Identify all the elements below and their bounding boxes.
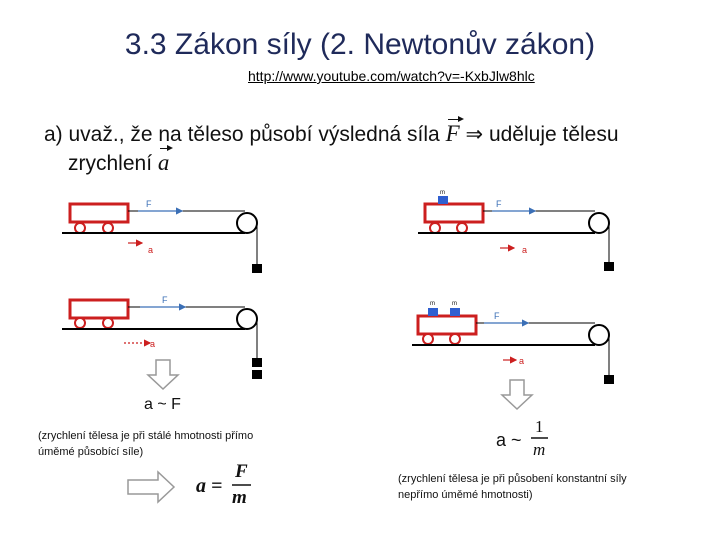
- force-label: F: [494, 311, 500, 321]
- mass-block: [438, 196, 448, 204]
- cart: [425, 204, 483, 222]
- force-vector-symbol: F: [445, 121, 460, 146]
- down-arrow-icon: [502, 380, 532, 409]
- force-label: F: [496, 199, 502, 209]
- weight: [252, 370, 262, 379]
- cart-wheel: [75, 223, 85, 233]
- cart: [70, 204, 128, 222]
- pulley: [237, 309, 257, 329]
- slide-title: 3.3 Zákon síly (2. Newtonův zákon): [124, 28, 596, 61]
- right-note-line-1: (zrychlení tělesa je při působení konstantní síly: [398, 473, 627, 485]
- pulley: [589, 325, 609, 345]
- force-label: F: [162, 295, 168, 305]
- right-note: [398, 471, 698, 503]
- accel-label: a: [522, 245, 528, 255]
- cart-wheel: [423, 334, 433, 344]
- weight: [252, 358, 262, 367]
- mass-label: m: [430, 301, 435, 307]
- accel-label: a: [148, 245, 154, 255]
- intro-text-3: zrychlení: [68, 152, 153, 175]
- weight: [604, 375, 614, 384]
- right-note-line-2: nepřímo úměmé hmotnosti): [398, 489, 533, 501]
- cart-wheel: [103, 223, 113, 233]
- weight: [604, 262, 614, 271]
- left-note: [38, 428, 338, 460]
- intro-text-2: uděluje tělesu: [488, 123, 619, 146]
- cart: [418, 316, 476, 334]
- cart-wheel: [103, 318, 113, 328]
- force-label: F: [146, 199, 152, 209]
- cart: [70, 300, 128, 318]
- fraction-numerator: 1: [535, 417, 544, 436]
- cart-wheel: [75, 318, 85, 328]
- implies-symbol: ⇒: [465, 123, 484, 146]
- accel-label: a: [519, 356, 525, 366]
- proportion-a-inv-m: a ~: [496, 430, 522, 450]
- formula-lhs: a =: [196, 475, 223, 497]
- formula-numerator: F: [235, 461, 248, 482]
- video-link[interactable]: http://www.youtube.com/watch?v=-KxbJlw8hlc: [248, 68, 535, 84]
- left-note-line-2: úměmé působící síle): [38, 446, 144, 458]
- diagram-top-left: [62, 204, 262, 273]
- mass-block: [450, 308, 460, 316]
- pulley: [589, 213, 609, 233]
- cart-wheel: [430, 223, 440, 233]
- pulley: [237, 213, 257, 233]
- cart-wheel: [450, 334, 460, 344]
- down-arrow-icon: [148, 360, 178, 389]
- weight: [252, 264, 262, 273]
- right-arrow-icon: [128, 472, 174, 502]
- formula-denominator: m: [232, 487, 247, 508]
- mass-label: m: [440, 190, 445, 196]
- mass-block: [428, 308, 438, 316]
- cart-wheel: [457, 223, 467, 233]
- proportion-a-f: a ~ F: [144, 396, 181, 413]
- diagram-top-right: [418, 196, 614, 271]
- intro-text-1: a) uvaž., že na těleso působí výsledná síla: [44, 123, 440, 146]
- fraction-denominator: m: [533, 440, 546, 459]
- diagram-bottom-right: [412, 308, 614, 384]
- mass-label: m: [452, 301, 457, 307]
- accel-label: a: [150, 339, 156, 349]
- left-note-line-1: (zrychlení tělesa je při stálé hmotnosti přímo: [38, 430, 254, 442]
- accel-vector-symbol: a: [157, 150, 170, 175]
